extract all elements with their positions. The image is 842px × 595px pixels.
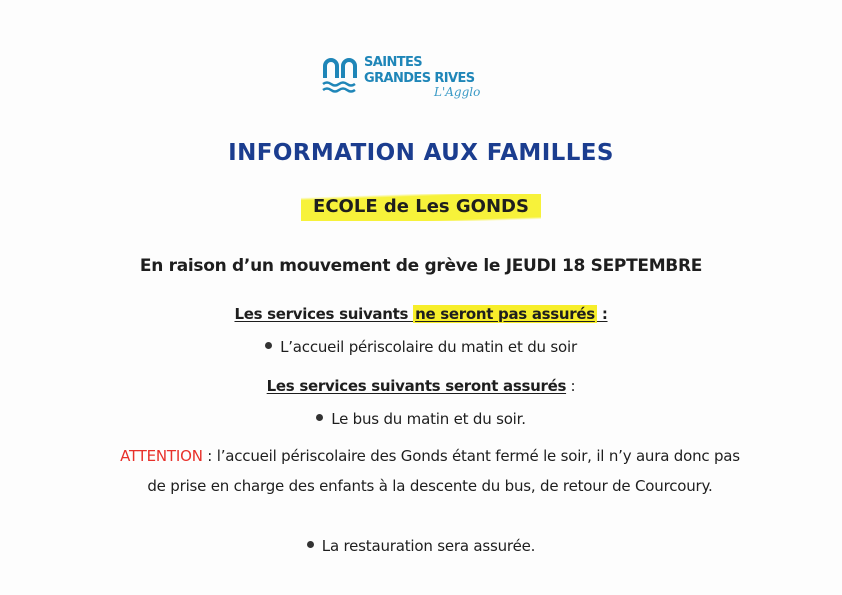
agglo-logo [322,52,512,104]
not-assured-highlight: ne seront pas assurés [415,305,595,323]
bullet-icon [316,414,323,421]
school-name [0,196,842,217]
attention-label: ATTENTION [120,447,203,465]
list-item [0,338,842,356]
logo-text-grandes-rives: GRANDES RIVES [364,71,475,86]
school-name-text: ECOLE de Les GONDS [301,194,541,221]
bullet-icon [265,342,272,349]
list-item-text: Le bus du matin et du soir. [331,410,526,428]
not-assured-heading [0,305,842,323]
attention-paragraph [110,441,750,501]
list-item [0,537,842,555]
list-item [0,410,842,428]
not-assured-colon: : [596,305,608,323]
page-title: INFORMATION AUX FAMILLES [228,140,614,166]
bullet-icon [307,541,314,548]
logo-text-saintes: SAINTES [364,55,423,70]
not-assured-heading-text: Les services suivants [234,305,414,323]
strike-notice: En raison d’un mouvement de grève le JEUDI 18 SEPTEMBRE [139,256,703,276]
list-item-text: La restauration sera assurée. [321,537,536,555]
assured-heading-text: Les services suivants seront assurés [266,377,567,395]
attention-text: : l’accueil périscolaire des Gonds étant fermé le soir, il n’y aura donc pas de prise en charge des enfants à la descente du bus, de retour de Courcoury. [147,447,740,495]
assured-heading [0,377,842,395]
list-item-text: L’accueil périscolaire du matin et du soir [280,338,577,356]
assured-colon: : [566,377,576,395]
waves-logo-icon [322,56,360,96]
logo-tagline: L'Agglo [434,85,481,99]
